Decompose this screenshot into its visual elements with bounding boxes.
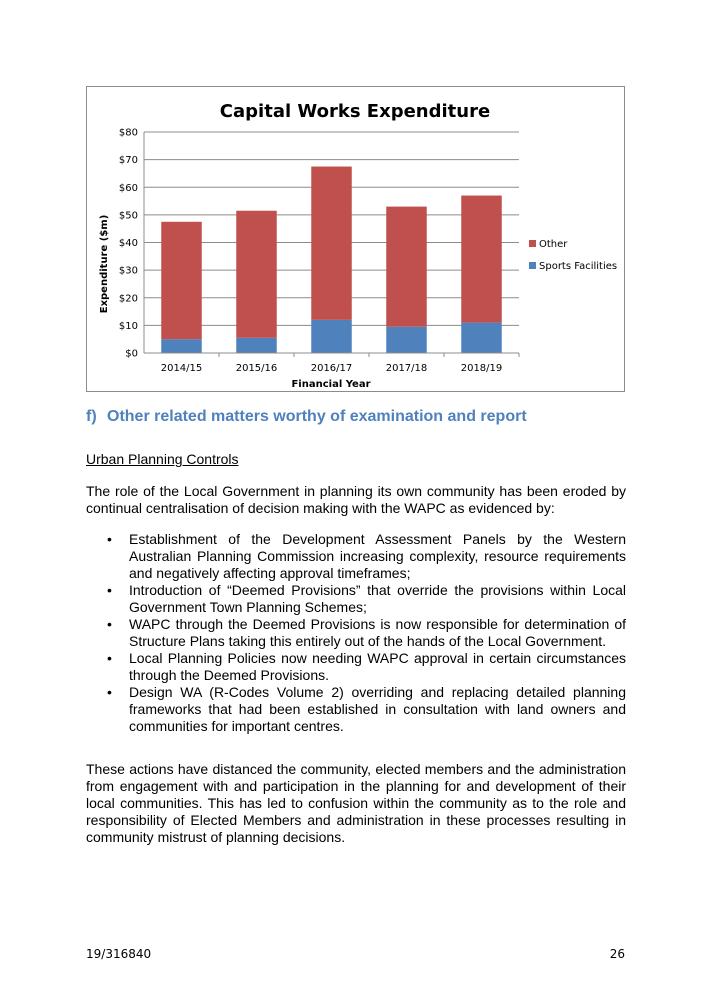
footer-page-number: 26 [609, 947, 625, 961]
subheading-urban-planning-controls: Urban Planning Controls [86, 451, 239, 467]
y-tick-label: $80 [118, 127, 138, 139]
bar-sports-facilities [311, 320, 352, 353]
y-tick-label: $10 [118, 320, 138, 332]
bar-other [311, 167, 352, 320]
y-tick-label: $60 [118, 182, 138, 194]
chart-title: Capital Works Expenditure [219, 101, 491, 122]
section-title: Other related matters worthy of examination and report [107, 408, 527, 425]
bar-other [236, 211, 277, 338]
footer-document-reference: 19/316840 [86, 947, 152, 961]
legend-label: Other [539, 239, 568, 250]
bar-other [461, 196, 502, 323]
bullet-item: • Establishment of the Development Assessment Panels by the Western Australian Planning Commission increasing complexity, resource requirements and negatively affecting approval timeframes; [86, 531, 626, 582]
chart-y-axis-label: Expenditure ($m) [99, 214, 110, 314]
x-tick-label: 2014/15 [160, 363, 203, 374]
y-tick-label: $20 [118, 293, 138, 305]
bar-other [386, 207, 427, 327]
bullet-item: • Design WA (R-Codes Volume 2) overriding and replacing detailed planning frameworks that had been established in consultation with land owners and communities for important centres. [86, 684, 626, 735]
section-number: f) [86, 408, 97, 425]
bullet-item: • WAPC through the Deemed Provisions is now responsible for determination of Structure Plans taking this entirely out of the hands of the Local Government. [86, 616, 626, 650]
x-tick-label: 2018/19 [460, 363, 503, 374]
legend-label: Sports Facilities [539, 261, 618, 272]
bar-sports-facilities [386, 327, 427, 353]
evidence-bullet-list [86, 531, 626, 735]
legend-swatch [529, 240, 536, 247]
intro-paragraph: The role of the Local Government in planning its own community has been eroded by continual centralisation of decision making with the WAPC as evidenced by: [86, 483, 626, 516]
x-tick-label: 2017/18 [385, 363, 428, 374]
y-tick-label: $30 [118, 265, 138, 277]
y-tick-label: $50 [118, 210, 138, 222]
bullet-item: • Local Planning Policies now needing WAPC approval in certain circumstances through the Deemed Provisions. [86, 650, 626, 684]
conclusion-paragraph: These actions have distanced the community, elected members and the administration from engagement with and participation in the planning for and development of their local communities. This has led to confusion within the community as to the role and responsibility of Elected Members and administration in these processes resulting in community mistrust of planning decisions. [86, 761, 626, 845]
y-tick-label: $40 [118, 238, 138, 249]
y-tick-label: $70 [118, 155, 138, 167]
chart-x-axis-label: Financial Year [291, 379, 371, 390]
x-tick-label: 2015/16 [235, 363, 278, 374]
x-tick-label: 2016/17 [310, 363, 353, 374]
y-tick-label: $0 [125, 348, 138, 360]
section-heading [86, 408, 646, 426]
chart-legend [529, 239, 617, 272]
bar-sports-facilities [236, 338, 277, 353]
bar-sports-facilities [461, 323, 502, 353]
bar-sports-facilities [161, 339, 202, 353]
capital-works-chart [86, 86, 625, 392]
legend-swatch [529, 262, 536, 269]
bar-other [161, 222, 202, 339]
chart-svg [87, 87, 624, 391]
bullet-item: • Introduction of “Deemed Provisions” that override the provisions within Local Government Town Planning Schemes; [86, 582, 626, 616]
